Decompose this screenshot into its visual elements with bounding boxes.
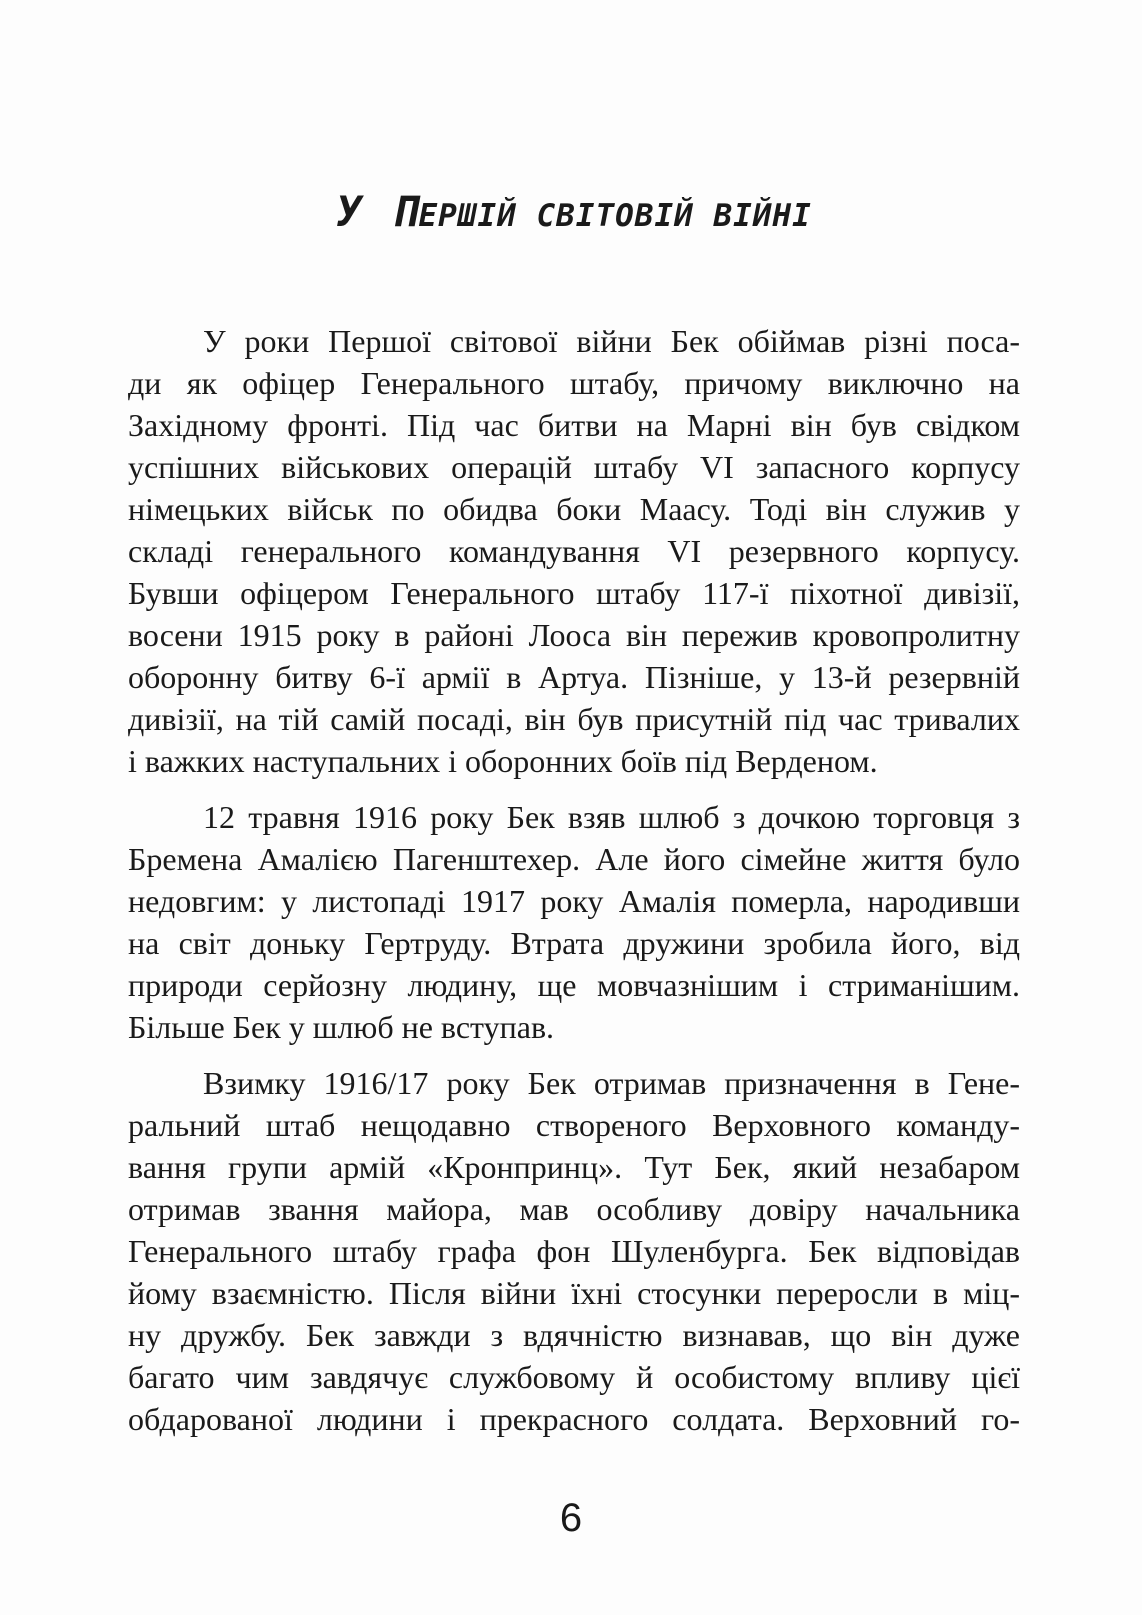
text-line: Бремена Амалією Пагенштехер. Але його сімейне життя було: [128, 841, 1020, 877]
text-line: вання групи армій «Кронпринц». Тут Бек, який незабаром: [128, 1149, 1020, 1185]
chapter-title-word-2-initial: П: [392, 187, 419, 236]
text-line: складі генерального командування VI резервного корпусу.: [128, 533, 1020, 569]
text-line: і важких наступальних і оборонних боїв під Верденом.: [128, 743, 878, 779]
paragraph-3: [128, 1062, 1020, 1440]
body-text: [128, 320, 1020, 1440]
text-line: природи серйозну людину, ще мовчазнішим і стриманішим.: [128, 967, 1020, 1003]
text-line: ди як офіцер Генерального штабу, причому виключно на: [128, 365, 1020, 401]
text-line: Бувши офіцером Генерального штабу 117-ї піхотної дивізії,: [128, 575, 1020, 611]
chapter-title-word-2: [392, 187, 517, 236]
text-line: йому взаємністю. Після війни їхні стосунки переросли в міц-: [128, 1275, 1020, 1311]
text-line: багато чим завдячує службовому й особистому впливу цієї: [128, 1359, 1020, 1395]
chapter-title-word-4: ВІЙНІ: [713, 198, 812, 234]
text-line: Західному фронті. Під час битви на Марні він був свідком: [128, 407, 1020, 443]
text-line: недовгим: у листопаді 1917 року Амалія померла, народивши: [128, 883, 1020, 919]
text-line: оборонну битву 6-ї армії в Артуа. Пізніше, у 13-й резервній: [128, 659, 1020, 695]
chapter-title: [128, 186, 1020, 242]
text-line: восени 1915 року в районі Лооса він пережив кровопролитну: [128, 617, 1020, 653]
chapter-title-word-3: СВІТОВІЙ: [536, 198, 694, 234]
text-line: У роки Першої світової війни Бек обіймав різні поса-: [203, 323, 1020, 359]
text-line: обдарованої людини і прекрасного солдата. Верховний го-: [128, 1401, 1020, 1437]
text-line: ну дружбу. Бек завжди з вдячністю визнавав, що він дуже: [128, 1317, 1020, 1353]
page-number: 6: [559, 1496, 583, 1540]
text-line: дивізії, на тій самій посаді, він був присутній під час тривалих: [128, 701, 1020, 737]
chapter-title-word-1: У: [336, 187, 363, 236]
text-line: на світ доньку Гертруду. Втрата дружини зробила його, від: [128, 925, 1020, 961]
chapter-title-word-2-rest: ЕРШІЙ: [418, 198, 517, 234]
paragraph-2: [128, 796, 1020, 1048]
text-line: Взимку 1916/17 року Бек отримав призначення в Гене-: [203, 1065, 1020, 1101]
text-line: Генерального штабу графа фон Шуленбурга. Бек відповідав: [128, 1233, 1020, 1269]
text-line: 12 травня 1916 року Бек взяв шлюб з дочкою торговця з: [203, 799, 1020, 835]
text-line: ральний штаб нещодавно створеного Верховного команду-: [128, 1107, 1020, 1143]
text-line: німецьких військ по обидва боки Маасу. Тоді він служив у: [128, 491, 1020, 527]
text-line: Більше Бек у шлюб не вступав.: [128, 1009, 555, 1045]
text-line: отримав звання майора, мав особливу довіру начальника: [128, 1191, 1020, 1227]
paragraph-1: [128, 320, 1020, 782]
text-line: успішних військових операцій штабу VI запасного корпусу: [128, 449, 1020, 485]
